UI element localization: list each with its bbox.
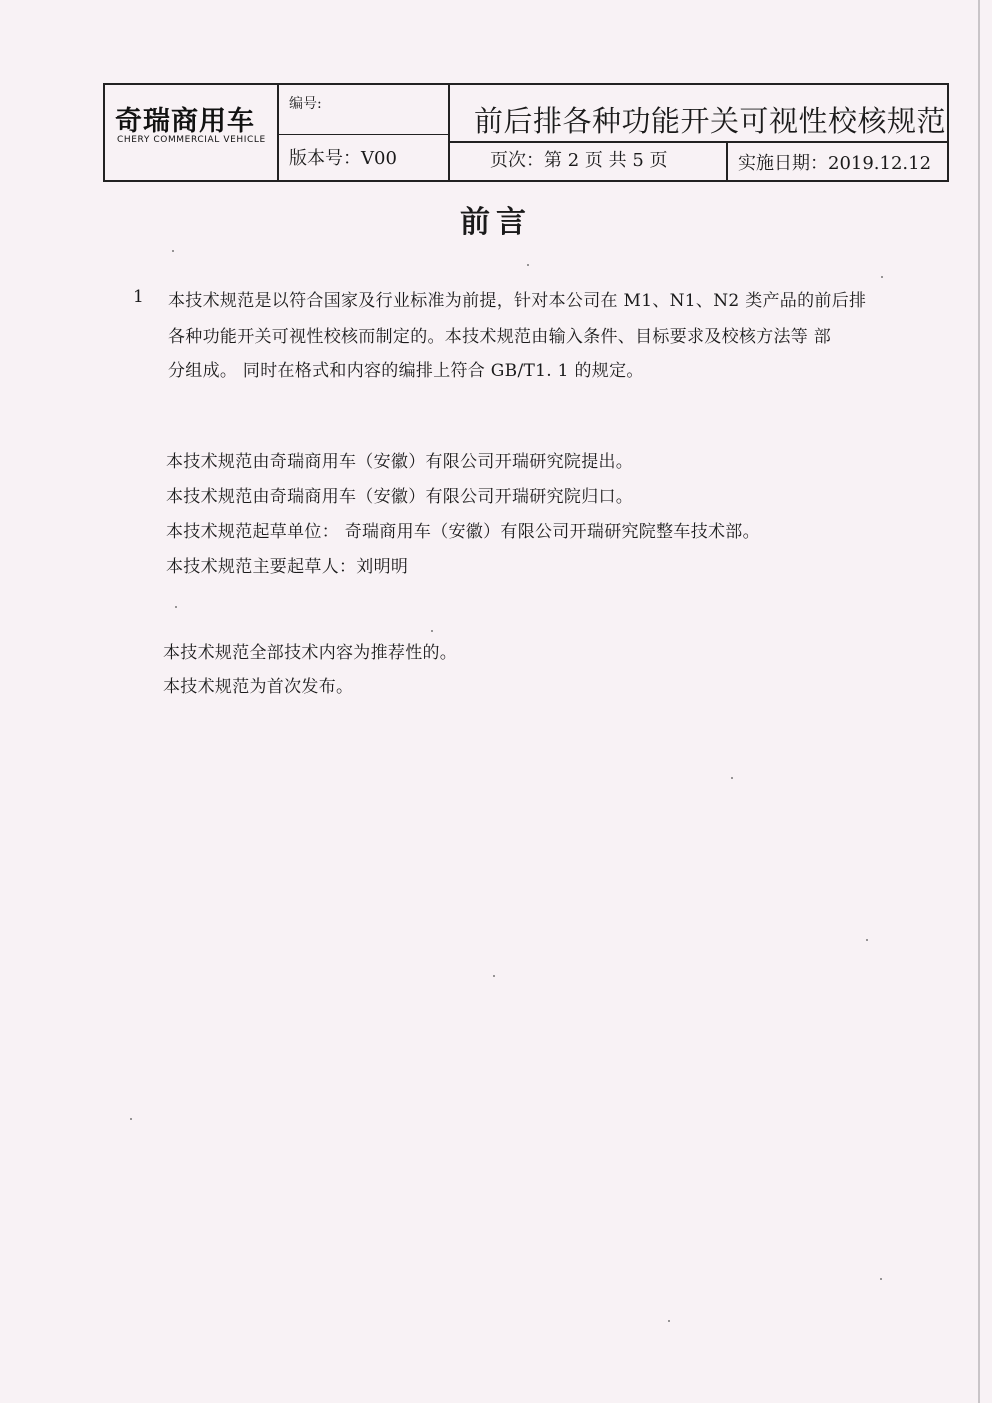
scan-speck — [866, 939, 868, 941]
title-cell — [450, 85, 947, 143]
note-first-release: 本技术规范为首次发布。 — [163, 677, 354, 697]
document-title: 前后排各种功能开关可视性校核规范 — [474, 104, 947, 138]
scan-speck — [130, 1118, 132, 1120]
scan-edge-line — [978, 0, 980, 1403]
scan-speck — [527, 264, 529, 266]
scan-speck — [668, 1320, 670, 1322]
page-number-cell — [450, 143, 728, 180]
statement-managed-by: 本技术规范由奇瑞商用车（安徽）有限公司开瑞研究院归口。 — [166, 487, 634, 507]
version-label: 版本号：V00 — [289, 148, 397, 169]
note-recommended: 本技术规范全部技术内容为推荐性的。 — [163, 643, 458, 663]
scan-speck — [431, 630, 433, 632]
scan-speck — [175, 606, 177, 608]
scan-speck — [493, 975, 495, 977]
effective-date-label: 实施日期：2019.12.12 — [738, 153, 932, 174]
company-logo-english: CHERY COMMERCIAL VEHICLE — [117, 135, 266, 145]
version-cell — [279, 135, 450, 180]
intro-line-3: 分组成。 同时在格式和内容的编排上符合 GB/T1. 1 的规定。 — [168, 361, 644, 381]
intro-line-1: 本技术规范是以符合国家及行业标准为前提，针对本公司在 M1、N1、N2 类产品的前后排 — [168, 291, 867, 311]
page-number-label: 页次：第 2 页 共 5 页 — [490, 150, 668, 171]
scan-speck — [881, 276, 883, 278]
scan-speck — [172, 250, 174, 252]
section-title: 前言 — [460, 205, 532, 240]
document-code-label: 编号: — [289, 96, 322, 112]
statement-main-drafter: 本技术规范主要起草人：刘明明 — [166, 557, 409, 577]
statement-proposed-by: 本技术规范由奇瑞商用车（安徽）有限公司开瑞研究院提出。 — [166, 452, 634, 472]
document-code-cell — [279, 85, 450, 135]
effective-date-cell — [728, 143, 947, 180]
scan-speck — [880, 1278, 882, 1280]
company-logo-chinese: 奇瑞商用车 — [115, 106, 255, 137]
logo-cell — [105, 85, 279, 180]
document-header-table — [103, 83, 949, 182]
statement-drafting-unit: 本技术规范起草单位： 奇瑞商用车（安徽）有限公司开瑞研究院整车技术部。 — [166, 522, 760, 542]
intro-line-2: 各种功能开关可视性校核而制定的。本技术规范由输入条件、目标要求及校核方法等 部 — [168, 327, 832, 347]
scan-speck — [731, 777, 733, 779]
paragraph-number: 1 — [133, 287, 144, 307]
